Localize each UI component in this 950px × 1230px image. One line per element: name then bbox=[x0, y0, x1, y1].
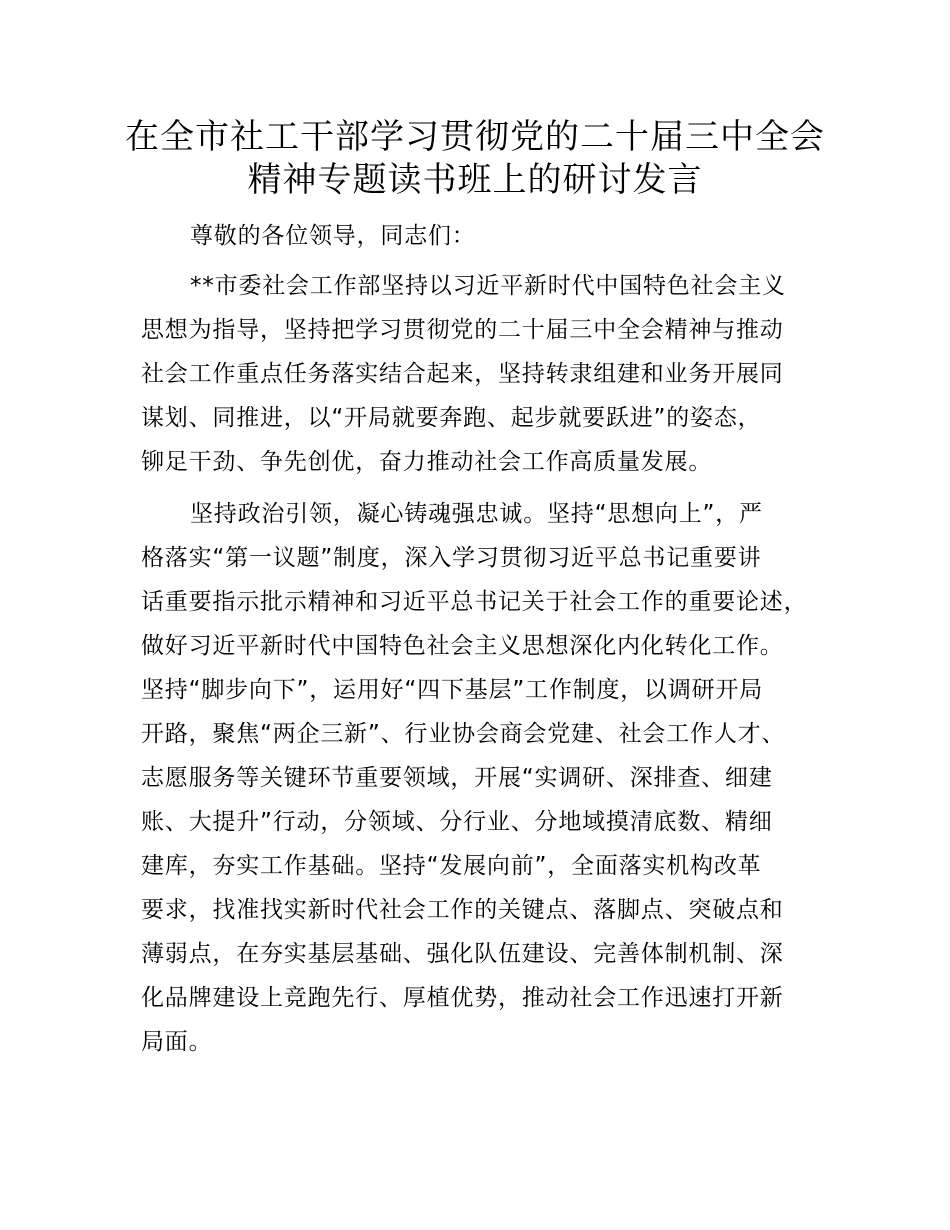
paragraph-2-line: 局面。 bbox=[141, 1029, 213, 1055]
paragraph-2-line: 坚持“脚步向下”，运用好“四下基层”工作制度，以调研开局 bbox=[141, 677, 764, 703]
paragraph-2-line: 账、大提升”行动，分领域、分行业、分地域摸清底数、精细 bbox=[141, 809, 773, 835]
document-title-line-1: 在全市社工干部学习贯彻党的二十届三中全会 bbox=[125, 117, 825, 157]
paragraph-1-line: 思想为指导，坚持把学习贯彻党的二十届三中全会精神与推动 bbox=[141, 317, 784, 343]
paragraph-2-line: 格落实“第一议题”制度，深入学习贯彻习近平总书记重要讲 bbox=[141, 545, 762, 571]
paragraph-1-line: **市委社会工作部坚持以习近平新时代中国特色社会主义 bbox=[190, 273, 786, 299]
paragraph-1-line: 社会工作重点任务落实结合起来，坚持转隶组建和业务开展同 bbox=[141, 361, 784, 387]
document-title-line-2: 精神专题读书班上的研讨发言 bbox=[247, 160, 703, 200]
paragraph-2-line: 建库，夯实工作基础。坚持“发展向前”，全面落实机构改革 bbox=[141, 853, 762, 879]
paragraph-2-line: 化品牌建设上竞跑先行、厚植优势，推动社会工作迅速打开新 bbox=[141, 985, 784, 1011]
paragraph-2-line: 志愿服务等关键环节重要领域，开展“实调研、深排查、细建 bbox=[141, 765, 773, 791]
paragraph-1-line: 谋划、同推进，以“开局就要奔跑、起步就要跃进”的姿态， bbox=[141, 405, 762, 431]
paragraph-2-line: 薄弱点，在夯实基层基础、强化队伍建设、完善体制机制、深 bbox=[141, 941, 784, 967]
paragraph-2-line: 开路，聚焦“两企三新”、行业协会商会党建、社会工作人才、 bbox=[141, 721, 786, 747]
paragraph-2-line: 做好习近平新时代中国特色社会主义思想深化内化转化工作。 bbox=[141, 633, 784, 659]
paragraph-1-line: 铆足干劲、争先创优，奋力推动社会工作高质量发展。 bbox=[141, 449, 713, 475]
paragraph-2-line: 坚持政治引领，凝心铸魂强忠诚。坚持“思想向上”，严 bbox=[190, 501, 763, 527]
paragraph-2-line: 要求，找准找实新时代社会工作的关键点、落脚点、突破点和 bbox=[141, 897, 784, 923]
greeting: 尊敬的各位领导，同志们： bbox=[190, 223, 476, 249]
paragraph-2-line: 话重要指示批示精神和习近平总书记关于社会工作的重要论述， bbox=[141, 589, 808, 615]
